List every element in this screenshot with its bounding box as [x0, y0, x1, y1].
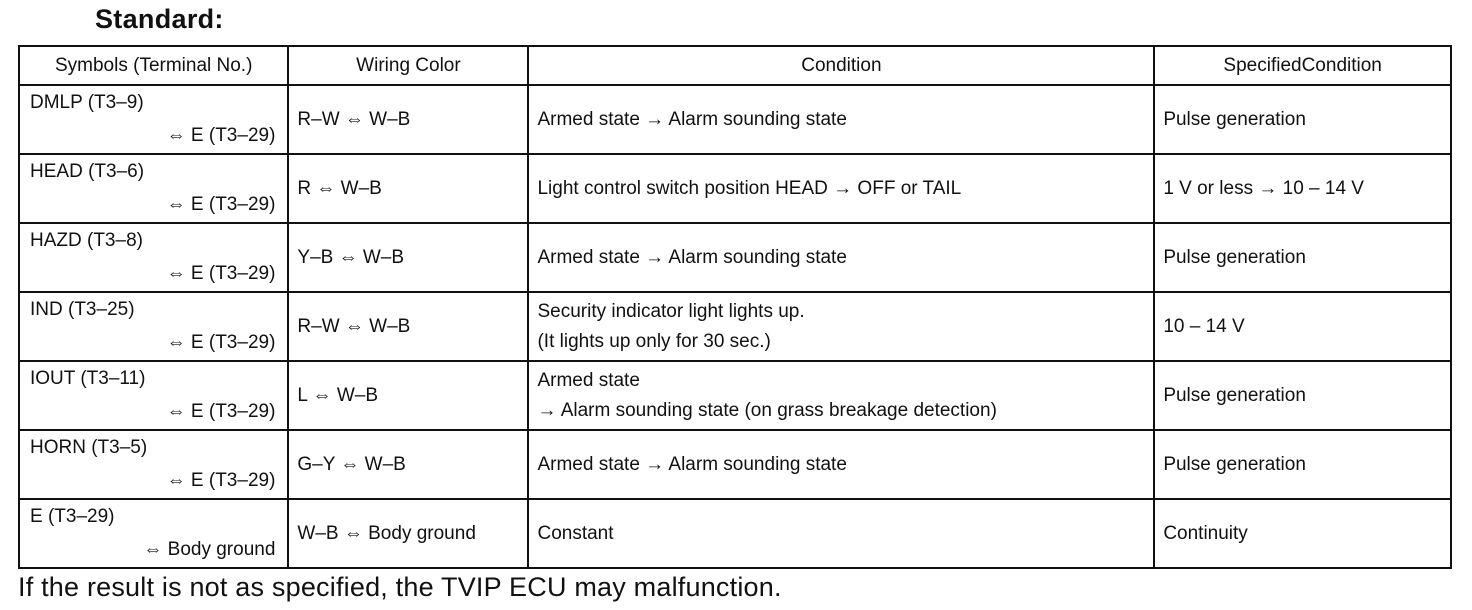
header-row	[19, 46, 1451, 85]
wiring-color-cell: G–Y ⇔ W–B	[288, 430, 528, 499]
header-wiring-color: Wiring Color	[288, 46, 528, 85]
header-condition: Condition	[528, 46, 1154, 85]
wiring-color-cell: L ⇔ W–B	[288, 361, 528, 430]
ground-terminal-label: ⇔ Body ground	[143, 539, 276, 560]
table-header	[19, 46, 1451, 85]
condition-line: Constant	[537, 522, 614, 544]
header-symbols: Symbols (Terminal No.)	[19, 46, 288, 85]
ground-terminal-label: ⇔ E (T3–29)	[166, 263, 276, 284]
condition-line: Armed state	[537, 369, 640, 391]
specified-condition-cell: 1 V or less → 10 – 14 V	[1154, 154, 1451, 223]
header-specified-condition: SpecifiedCondition	[1154, 46, 1451, 85]
specified-condition-cell: Continuity	[1154, 499, 1451, 568]
specified-condition-cell: Pulse generation	[1154, 85, 1451, 154]
terminal-label: HORN (T3–5)	[30, 437, 148, 458]
terminal-label: DMLP (T3–9)	[30, 92, 144, 113]
table-row	[19, 292, 1451, 361]
condition-line: Security indicator light lights up.	[537, 300, 805, 322]
terminal-label: IOUT (T3–11)	[30, 368, 146, 389]
condition-line: Armed state → Alarm sounding state	[537, 453, 847, 475]
ground-terminal-label: ⇔ E (T3–29)	[166, 194, 276, 215]
condition-cell	[528, 361, 1154, 430]
terminal-label: HAZD (T3–8)	[30, 230, 143, 251]
symbol-cell	[19, 154, 288, 223]
terminal-label: IND (T3–25)	[30, 299, 135, 320]
condition-cell	[528, 292, 1154, 361]
wiring-color-cell: Y–B ⇔ W–B	[288, 223, 528, 292]
wiring-color-cell: R ⇔ W–B	[288, 154, 528, 223]
condition-line: Armed state → Alarm sounding state	[537, 246, 847, 268]
terminal-label: HEAD (T3–6)	[30, 161, 145, 182]
specified-condition-cell: Pulse generation	[1154, 361, 1451, 430]
table-row	[19, 499, 1451, 568]
symbol-cell	[19, 430, 288, 499]
ground-terminal-label: ⇔ E (T3–29)	[166, 125, 276, 146]
condition-line: → Alarm sounding state (on grass breakage detection)	[537, 399, 997, 421]
table-row	[19, 361, 1451, 430]
ground-terminal-label: ⇔ E (T3–29)	[166, 332, 276, 353]
ground-terminal-label: ⇔ E (T3–29)	[166, 401, 276, 422]
condition-cell	[528, 430, 1154, 499]
condition-cell	[528, 85, 1154, 154]
specified-condition-cell: Pulse generation	[1154, 430, 1451, 499]
condition-line: Armed state → Alarm sounding state	[537, 108, 847, 130]
table-row	[19, 85, 1451, 154]
condition-line: Light control switch position HEAD → OFF or TAIL	[537, 177, 962, 199]
symbol-cell	[19, 499, 288, 568]
table-row	[19, 430, 1451, 499]
symbol-cell	[19, 223, 288, 292]
symbol-cell	[19, 361, 288, 430]
condition-cell	[528, 499, 1154, 568]
specified-condition-cell: 10 – 14 V	[1154, 292, 1451, 361]
footer-note: If the result is not as specified, the TVIP ECU may malfunction.	[18, 572, 782, 602]
section-heading: Standard:	[95, 4, 224, 34]
table-row	[19, 154, 1451, 223]
ground-terminal-label: ⇔ E (T3–29)	[166, 470, 276, 491]
table-body	[19, 85, 1451, 568]
wiring-color-cell: R–W ⇔ W–B	[288, 85, 528, 154]
condition-cell	[528, 154, 1154, 223]
symbol-cell	[19, 292, 288, 361]
symbol-cell	[19, 85, 288, 154]
wiring-color-cell: W–B ⇔ Body ground	[288, 499, 528, 568]
specified-condition-cell: Pulse generation	[1154, 223, 1451, 292]
wiring-color-cell: R–W ⇔ W–B	[288, 292, 528, 361]
specification-table	[18, 45, 1452, 569]
terminal-label: E (T3–29)	[30, 506, 115, 527]
table-row	[19, 223, 1451, 292]
condition-cell	[528, 223, 1154, 292]
condition-line: (It lights up only for 30 sec.)	[537, 330, 771, 352]
